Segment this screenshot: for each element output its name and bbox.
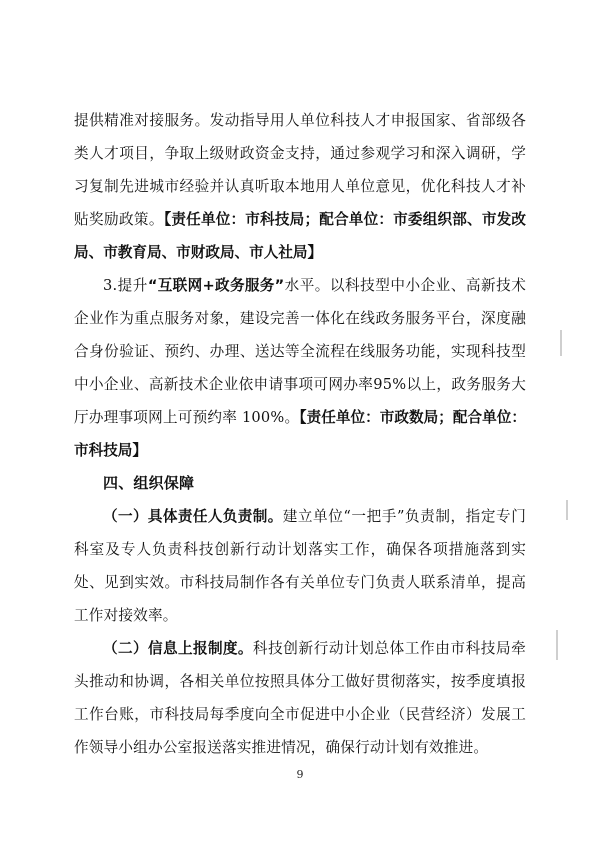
text-run: 科技创新行动计划总体工作由市科技局牵头推动和协调，各相关单位按照具体分工做好贯彻落实，按季度填报工作台账，市科技局每季度向全市促进中小企业（民营经济）发展工作领导小组办公室报送落实推进情况，确保行动计划有效推进。: [74, 640, 526, 756]
text-run: 水平。以科技型中小企业、高新技术企业作为重点服务对象，建设完善一体化在线政务服务平台，深度融合身份验证、预约、办理、送达等全流程在线服务功能，实现科技型中小企业、高新技术企业依申请事项可网办率95%以上，政务服务大厅办理事项网上可预约率 100%。: [74, 277, 526, 426]
subsection-title-run: （一）具体责任人负责制。: [103, 508, 283, 525]
subsection-title-run: （二）信息上报制度。: [103, 640, 253, 657]
section-heading-text: 四、组织保障: [103, 474, 195, 492]
responsible-units-run: 【责任单位：市政数局；配合单位：市科技局】: [74, 409, 526, 459]
text-run: 提供精准对接服务。发动指导用人单位科技人才申报国家、省部级各类人才项目，争取上级财政资金支持，通过参观学习和深入调研，学习复制先进城市经验并认真听取本地用人单位意见，优化科技人才补贴奖励政策。: [74, 112, 526, 228]
responsible-units-run: 【责任单位：市科技局；配合单位：市委组织部、市发改局、市教育局、市财政局、市人社局】: [74, 211, 527, 261]
paragraph-item-one: [74, 500, 526, 632]
paragraph-item-3: [74, 269, 526, 467]
text-run: 3.提升: [103, 277, 148, 294]
quoted-term-run: “互联网+政务服务”: [147, 277, 285, 294]
paragraph-continuation: [74, 104, 526, 269]
text-run: 建立单位“一把手”负责制，指定专门科室及专人负责科技创新行动计划落实工作，确保各项措施落到实处、见到实效。市科技局制作各有关单位专门负责人联系清单，提高工作对接效率。: [74, 508, 526, 624]
paragraph-item-two: [74, 632, 526, 764]
document-body: [74, 104, 526, 764]
section-heading-four: [74, 467, 526, 500]
page-number: 9: [296, 768, 304, 781]
